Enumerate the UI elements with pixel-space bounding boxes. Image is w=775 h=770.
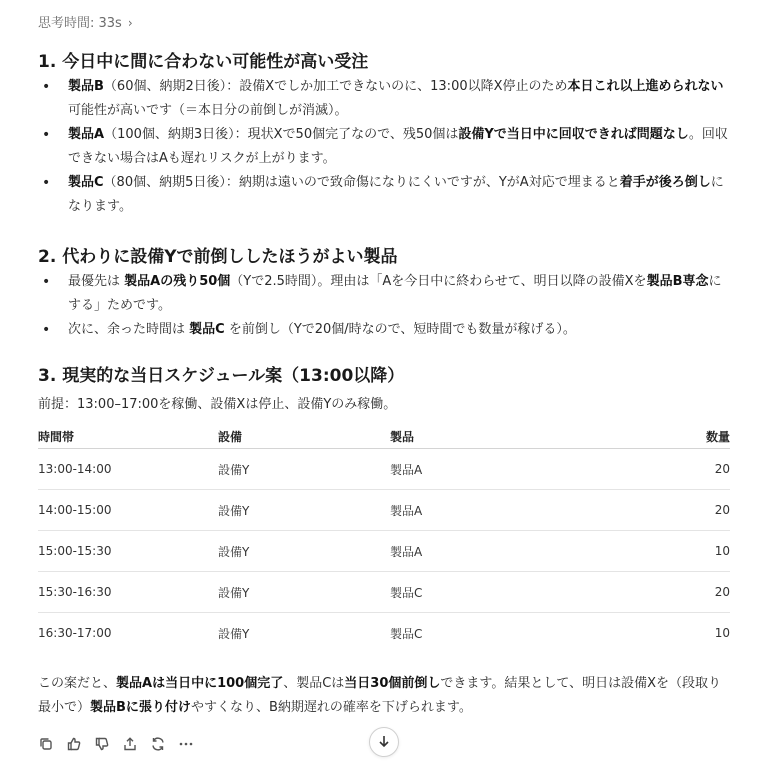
- section-heading-3: 3. 現実的な当日スケジュール案（13:00以降）: [38, 366, 405, 386]
- table-row: [38, 449, 730, 490]
- more-icon[interactable]: [178, 736, 194, 752]
- list-item: • 製品A（100個、納期3日後）：現状Xで50個完了なので、残50個は設備Yで当日中に回収できれば問題なし。回収できない場合はAも遅れリスクが上がります。: [38, 123, 730, 171]
- list-item: • 次に、余った時間は 製品C を前倒し（Yで20個/時なので、短時間でも数量が稼げる）。: [38, 318, 730, 342]
- table-cell: 20: [670, 490, 730, 531]
- table-cell: 15:00-15:30: [38, 531, 218, 572]
- section-heading-2: 2. 代わりに設備Yで前倒ししたほうがよい製品: [38, 247, 398, 267]
- table-cell: 10: [714, 626, 730, 640]
- section-2-list: [38, 270, 730, 342]
- table-cell: 製品A: [390, 490, 670, 531]
- arrow-down-icon: [377, 733, 391, 752]
- table-cell: 10: [670, 531, 730, 572]
- schedule-table: [38, 424, 730, 653]
- table-cell: 設備Y: [218, 572, 390, 613]
- table-cell: 設備Y: [218, 449, 390, 490]
- table-cell: 設備Y: [218, 490, 390, 531]
- table-cell: 20: [670, 572, 730, 613]
- chevron-right-icon: ›: [127, 16, 133, 30]
- table-cell: 13:00-14:00: [38, 449, 218, 490]
- section-heading-1: 1. 今日中に間に合わない可能性が高い受注: [38, 52, 369, 72]
- thumbs-up-icon[interactable]: [66, 736, 82, 752]
- table-header-row: [38, 424, 730, 449]
- table-cell: 設備Y: [218, 531, 390, 572]
- column-header: 時間帯: [38, 424, 218, 449]
- column-header: 数量: [670, 424, 730, 449]
- table-cell: 製品C: [390, 572, 670, 613]
- thumbs-down-icon[interactable]: [94, 736, 110, 752]
- table-cell: 15:30-16:30: [38, 572, 218, 613]
- copy-icon[interactable]: [38, 736, 54, 752]
- section-1-list: [38, 75, 730, 219]
- table-row: [38, 613, 730, 654]
- table-row: [38, 572, 730, 613]
- table-cell: 製品A: [390, 449, 670, 490]
- table-cell: 20: [670, 449, 730, 490]
- table-cell: 16:30-17:00: [38, 626, 112, 640]
- scroll-to-bottom-button[interactable]: [369, 727, 399, 757]
- message-actions: [38, 736, 194, 752]
- list-item: • 最優先は 製品Aの残り50個（Yで2.5時間）。理由は「Aを今日中に終わらせて、明日以降の設備Xを製品B専念にする」ためです。: [38, 270, 730, 318]
- thinking-time-toggle[interactable]: [38, 12, 133, 31]
- list-item: • 製品B（60個、納期2日後）：設備Xでしか加工できないのに、13:00以降X停止のため本日これ以上進められない可能性が高いです（＝本日分の前倒しが消滅）。: [38, 75, 730, 123]
- table-row: [38, 490, 730, 531]
- table-cell: 製品C: [390, 626, 423, 641]
- share-icon[interactable]: [122, 736, 138, 752]
- column-header: 設備: [218, 424, 390, 449]
- table-cell: 製品A: [390, 531, 670, 572]
- conclusion-paragraph: この案だと、製品Aは当日中に100個完了、製品Cは当日30個前倒しできます。結果として、明日は設備Xを（段取り最小で）製品Bに張り付けやすくなり、B納期遅れの確率を下げられます。: [38, 676, 721, 715]
- column-header: 製品: [390, 424, 670, 449]
- thinking-time-label: 思考時間: 33s: [38, 16, 122, 31]
- schedule-premise: 前提：13:00–17:00を稼働、設備Xは停止、設備Yのみ稼働。: [38, 397, 397, 412]
- table-cell: 設備Y: [218, 626, 250, 641]
- table-cell: 14:00-15:00: [38, 490, 218, 531]
- list-item: • 製品C（80個、納期5日後）：納期は遠いので致命傷になりにくいですが、YがA対応で埋まると着手が後ろ倒しになります。: [38, 171, 730, 219]
- regenerate-icon[interactable]: [150, 736, 166, 752]
- table-row: [38, 531, 730, 572]
